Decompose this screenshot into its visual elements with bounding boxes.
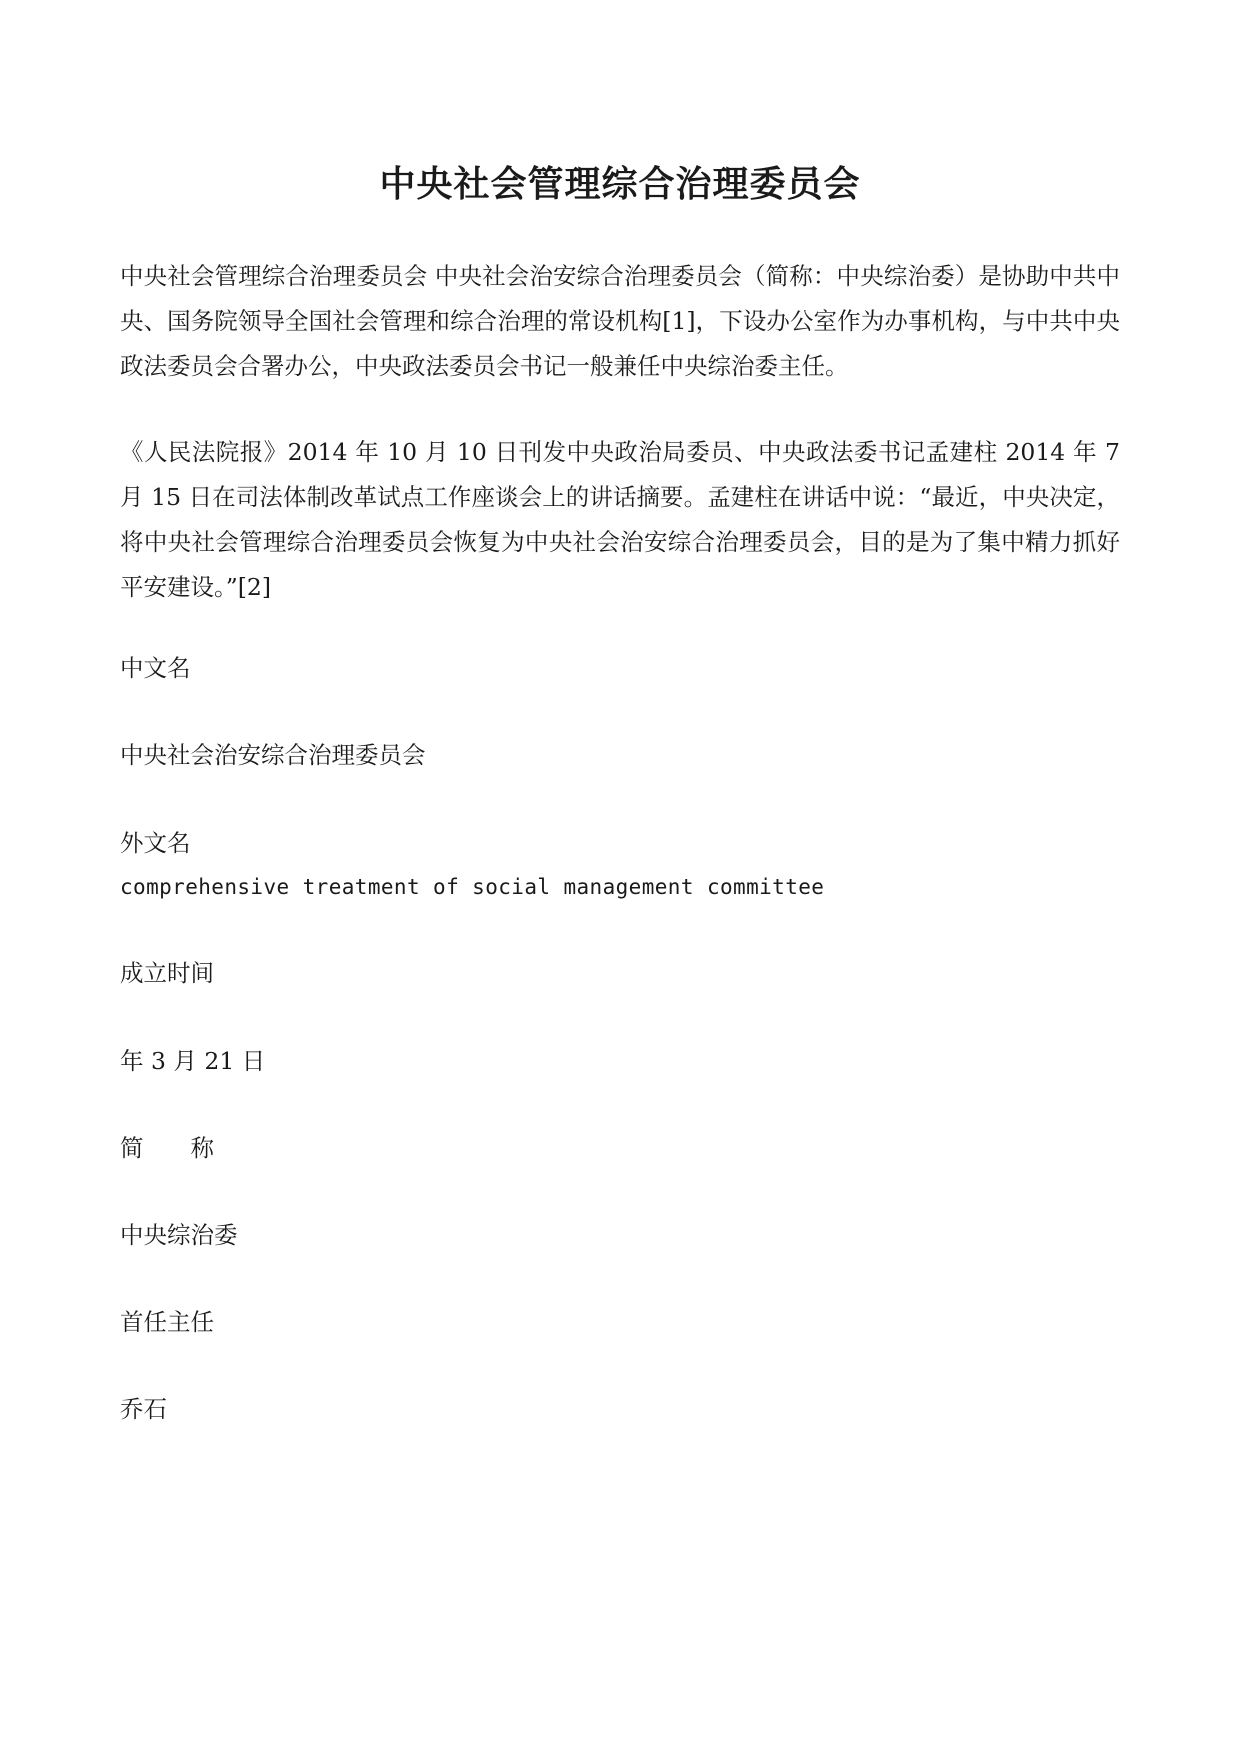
founded-label: 成立时间 bbox=[120, 959, 214, 987]
foreign-name-label: 外文名 bbox=[120, 829, 191, 857]
chinese-name-value: 中央社会治安综合治理委员会 bbox=[120, 741, 426, 769]
intro-paragraph: 中央社会管理综合治理委员会 中央社会治安综合治理委员会（简称：中央综治委）是协助中共中央、国务院领导全国社会管理和综合治理的常设机构[1]，下设办公室作为办事机构，与中共中央政法委员会合署办公，中央政法委员会书记一般兼任中央综治委主任。 bbox=[120, 262, 1120, 380]
foreign-name-value: comprehensive treatment of social management committee bbox=[120, 875, 825, 899]
first-director-value: 乔石 bbox=[120, 1395, 167, 1423]
page-title: 中央社会管理综合治理委员会 bbox=[379, 163, 861, 205]
first-director-label: 首任主任 bbox=[120, 1308, 214, 1336]
abbreviation-label: 简 称 bbox=[120, 1134, 214, 1162]
abbreviation-value: 中央综治委 bbox=[120, 1221, 238, 1249]
founded-value: 年 3 月 21 日 bbox=[120, 1047, 266, 1075]
chinese-name-label: 中文名 bbox=[120, 654, 191, 682]
news-paragraph: 《人民法院报》2014 年 10 月 10 日刊发中央政治局委员、中央政法委书记孟建柱 2014 年 7 月 15 日在司法体制改革试点工作座谈会上的讲话摘要。孟建柱在讲话中说：“最近，中央决定，将中央社会管理综合治理委员会恢复为中央社会治安综合治理委员会，目的是为了集中精力抓好平安建设。”[2] bbox=[120, 438, 1120, 601]
